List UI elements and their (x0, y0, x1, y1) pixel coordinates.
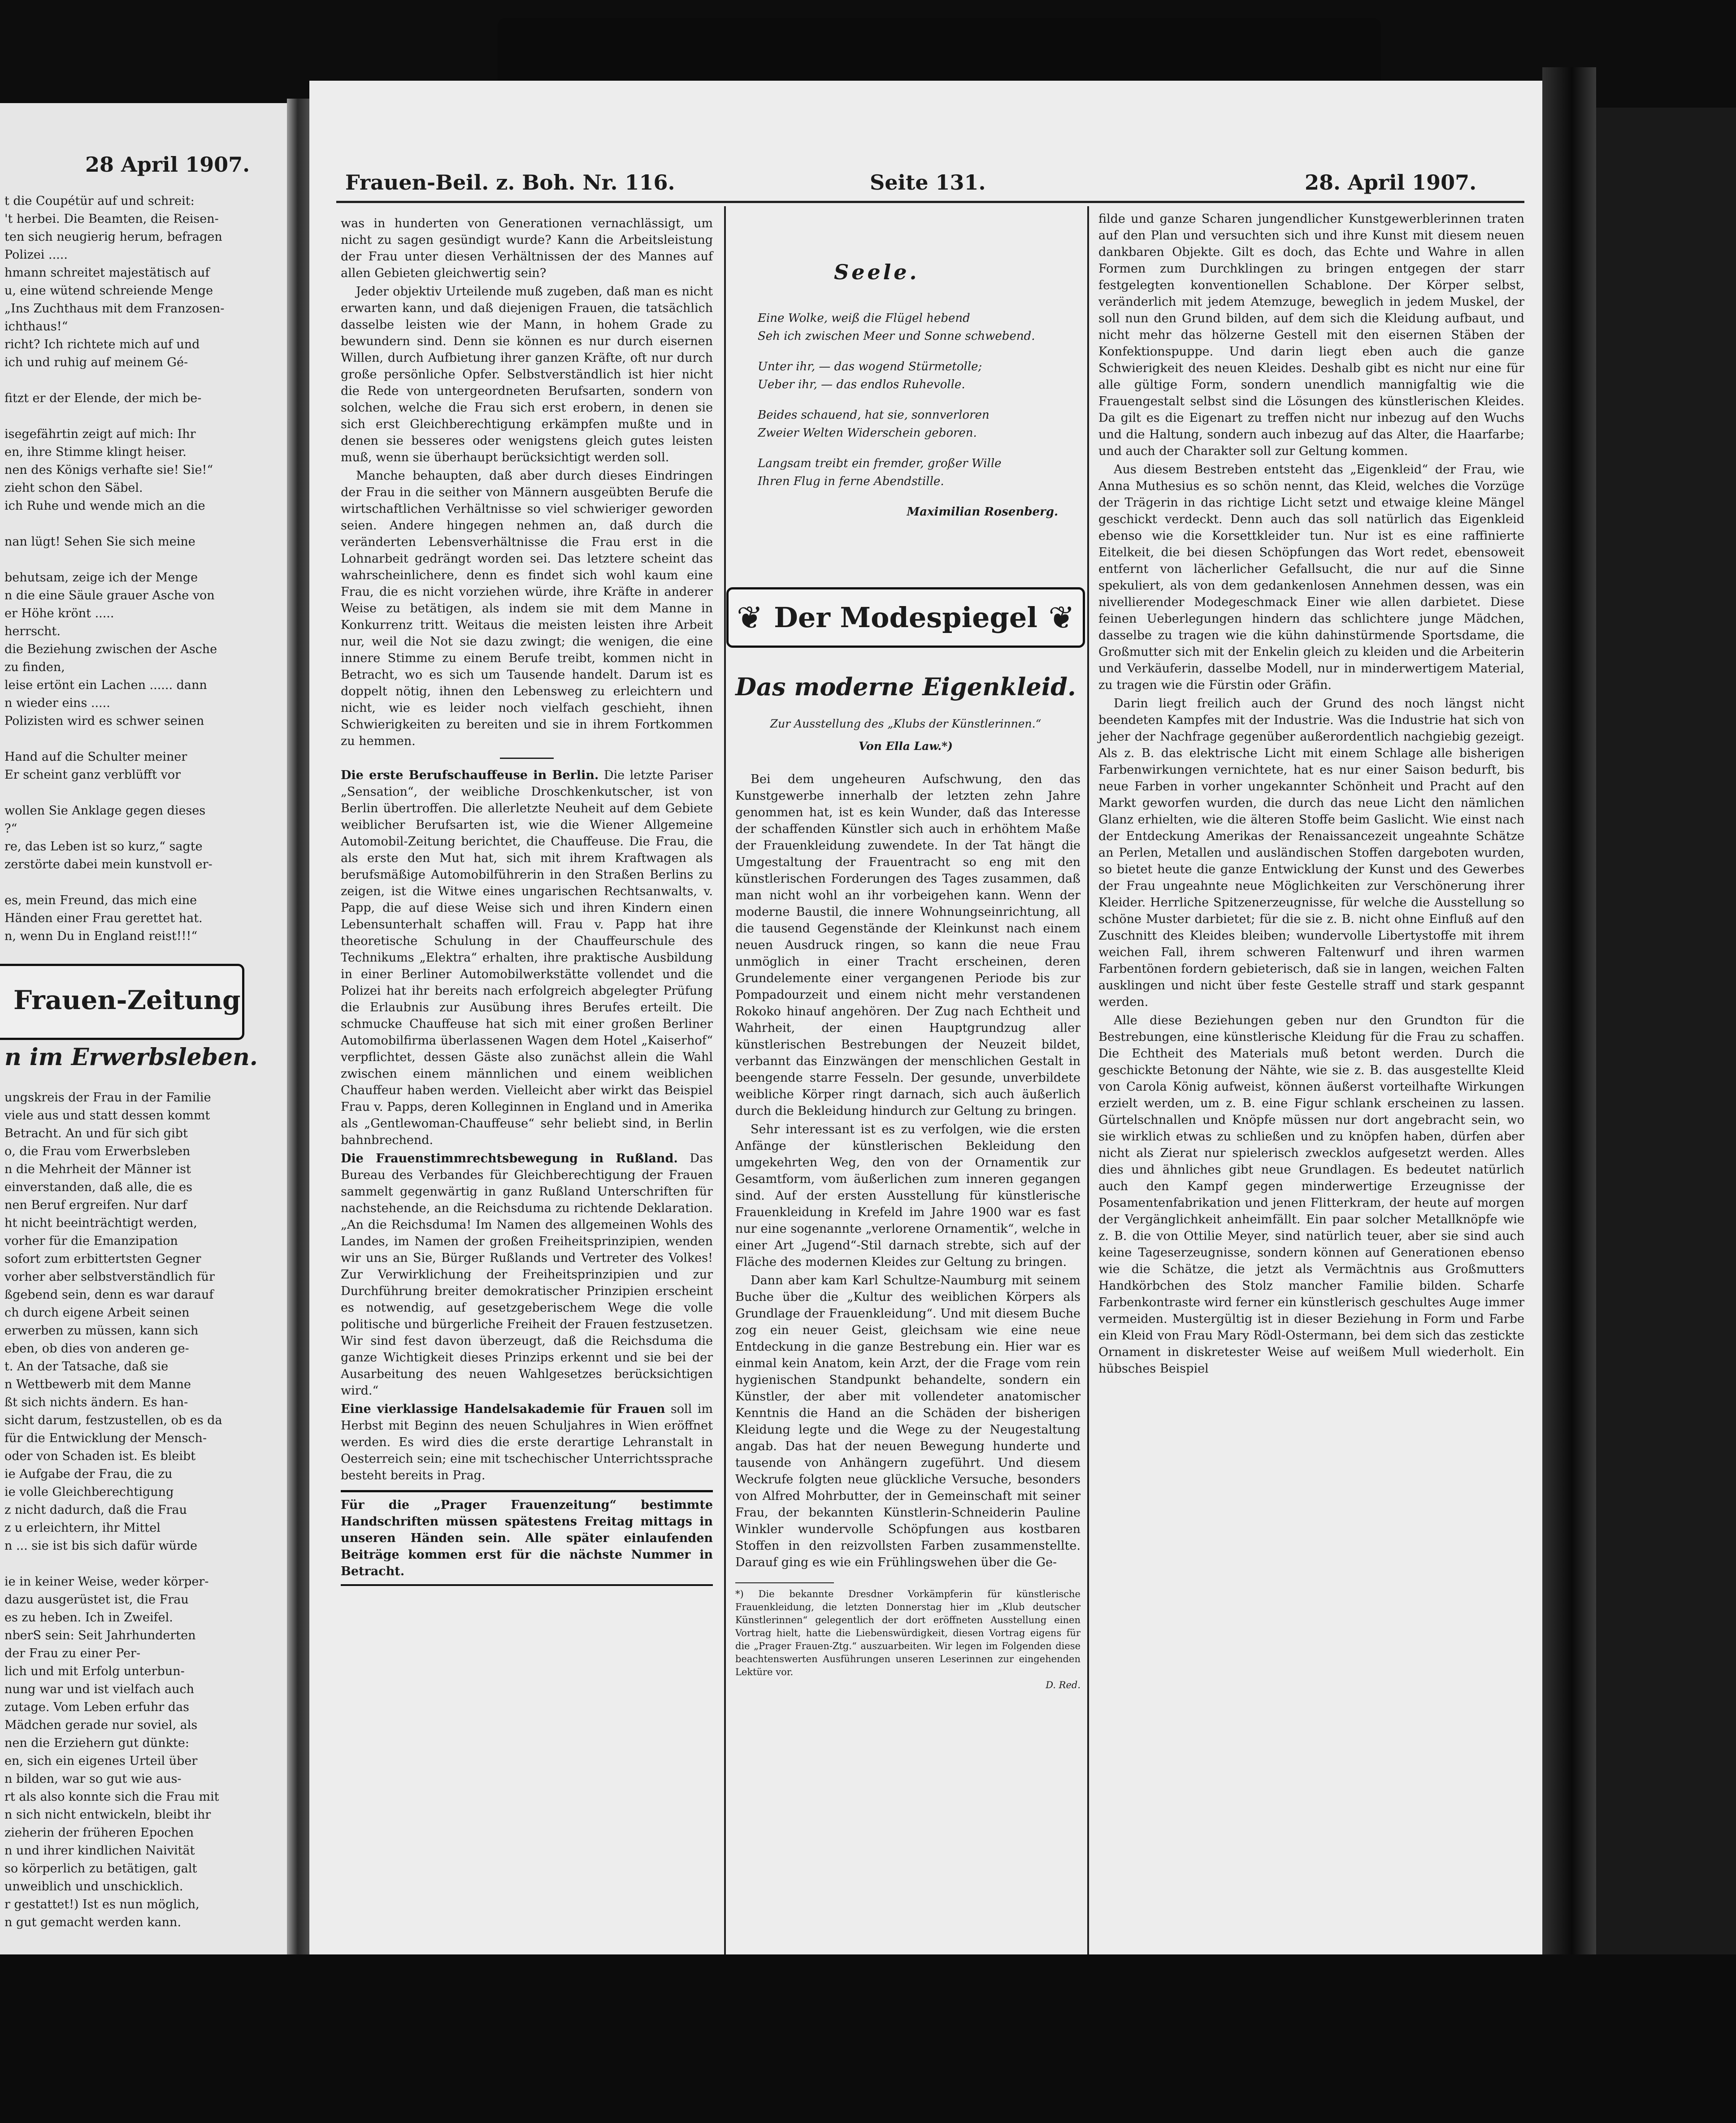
left-page-line: „Ins Zuchthaus mit dem Franzosen- (4, 302, 225, 316)
left-page-line: eben, ob dies von anderen ge- (4, 1342, 189, 1356)
left-page-line: rt als also konnte sich die Frau mit (4, 1790, 219, 1804)
left-page-line: n, wenn Du in England reist!!!“ (4, 929, 198, 943)
left-page-line: nen die Erziehern gut dünkte: (4, 1736, 189, 1750)
ornament-left-icon: ❦ (737, 599, 763, 636)
item2-heading: Die Frauenstimmrechtsbewegung in Rußland. (341, 1152, 678, 1165)
col3-paragraph: Darin liegt freilich auch der Grund des noch längst nicht beendeten Kampfes mit der Industrie. Was die Industrie hat sich von jeher der Nachfrage gegenüber außerordentlich nachgiebig gezeigt. Als z. B. das elektrische Licht mit einem Schlage alle bisherigen Farbenwirkungen vernichtete, hat es nur einer Saison bedurft, bis neue Farben in vorher ungekannter Schönheit und Pracht auf den Markt geworfen wurden, die durch das neue Licht den nämlichen Glanz erhielten, wie die älteren Stoffe beim Gaslicht. Wie einst nach der Entdeckung Amerikas der Renaissancezeit ungeahnte Schätze an Perlen, Metallen und ausländischen Stoffen dargeboten wurden, so bietet heute die ganze Entwicklung der Kunst und des Gewerbes der Frau ungeahnte neue Möglichkeiten zur Verschönerung ihrer Kleider. Herrliche Spitzenerzeugnisse, für welche die Ausstellung so schöne Muster darbietet; für die sie z. B. nicht ohne Einfluß auf den Zuschnitt des Kleides bleiben; wundervolle Libertystoffe mit ihrem weichen Fall, ihrem schweren Faltenwurf und ihren warmen Farbentönen fordern gebieterisch, daß sie in langen, weichen Falten ausklingen und nicht über feste Gestelle straff und stark gespannt werden. (1098, 697, 1524, 1009)
left-page-line: Hand auf die Schulter meiner (4, 750, 187, 764)
left-page-line: fitzt er der Elende, der mich be- (4, 391, 202, 405)
left-page-line: n Wettbewerb mit dem Manne (4, 1378, 191, 1391)
poem-line: Ueber ihr, — das endlos Ruhevolle. (758, 378, 965, 391)
right-running-head-center: Seite 131. (870, 170, 986, 195)
col1-paragraph: was in hunderten von Generationen vernachlässigt, um nicht zu sagen gesündigt wurde? Kann die Arbeitsleistung der Frau unter diesen Verhältnissen der des Mannes auf allen Gebieten gleichwertig sein? (341, 217, 713, 280)
poem-line: Zweier Welten Widerschein geboren. (758, 426, 977, 440)
left-page-line: ie volle Gleichberechtigung (4, 1485, 174, 1499)
left-page-line: zerstörte dabei mein kunstvoll er- (4, 858, 213, 871)
left-page-line: zieht schon den Säbel. (4, 481, 143, 495)
left-page-line: n die Mehrheit der Männer ist (4, 1162, 191, 1176)
notice-rule-bottom (341, 1584, 713, 1586)
modespiegel-banner (726, 587, 1085, 648)
article-subtitle: Zur Ausstellung des „Klubs der Künstlerinnen.“ (770, 717, 1042, 730)
left-page-line: nberS sein: Seit Jahrhunderten (4, 1629, 196, 1642)
column-rule-1 (724, 206, 726, 1981)
left-page-line: einverstanden, daß alle, die es (4, 1180, 192, 1194)
item1-heading: Die erste Berufschauffeuse in Berlin. (341, 768, 599, 782)
left-page-line: u, eine wütend schreiende Menge (4, 284, 213, 298)
article-author: Von Ella Law.*) (859, 740, 953, 753)
left-page-line: ?“ (4, 822, 17, 836)
col2-paragraph: Bei dem ungeheuren Aufschwung, den das Kunstgewerbe innerhalb der letzten zehn Jahre genommen hat, ist es kein Wunder, daß das Interesse der schaffenden Künstler sich auch in erhöhtem Maße der Frauenkleidung zuwendete. In der Tat hängt die Umgestaltung der Frauentracht so eng mit den künstlerischen Forderungen des Tages zusammen, daß man nicht wohl an ihr vorbeigehen kann. Wenn der moderne Baustil, die innere Wohnungseinrichtung, all die tausend Gegenstände der Kleinkunst nach einem neuen Ausdruck ringen, so kann die neue Frau unmöglich in einer Tracht erscheinen, deren Grundelemente einer vergangenen Periode bis zur Pompadourzeit und einem nicht mehr verstandenen Rokoko hinauf angehören. Der Zug nach Echtheit und Wahrheit, der einen Hauptgrundzug aller künstlerischen Bestrebungen der Neuzeit bildet, verbannt das Einzwängen der menschlichen Gestalt in beengende starre Fesseln. Der gesunde, unverbildete weibliche Körper ringt darnach, sich auch äußerlich durch die Bekleidung hindurch zur Geltung zu bringen. (735, 772, 1081, 1118)
poem (758, 309, 1072, 521)
left-page (0, 103, 287, 1963)
footnote-sign: D. Red. (1046, 1680, 1081, 1690)
left-page-line: Betracht. An und für sich gibt (4, 1126, 188, 1140)
left-page-line: wollen Sie Anklage gegen dieses (4, 804, 206, 818)
left-page-line: Händen einer Frau gerettet hat. (4, 911, 203, 925)
footnote-text: *) Die bekannte Dresdner Vorkämpferin für künstlerische Frauenkleidung, die letzten Donnerstag hier im „Klub deutscher Künstlerinnen“ gelegentlich der dort eröffneten Ausstellung einen Vortrag hielt, hatte die Liebenswürdigkeit, diesen Vortrag eigens für die „Prager Frauen-Ztg.“ auszuarbeiten. Wir legen im Folgenden diese beachtenswerten Ausführungen unseren Leserinnen zur eingehenden Lektüre vor. (735, 1589, 1081, 1677)
left-page-line: der Frau zu einer Per- (4, 1646, 141, 1660)
column-3 (1098, 211, 1524, 1379)
left-page-line: sicht darum, festzustellen, ob es da (4, 1413, 222, 1427)
left-page-line: o, die Frau vom Erwerbsleben (4, 1144, 191, 1158)
left-page-line: ungskreis der Frau in der Familie (4, 1091, 211, 1105)
poem-line: Unter ihr, — das wogend Stürmetolle; (758, 360, 982, 373)
left-page-line: Mädchen gerade nur soviel, als (4, 1718, 198, 1732)
left-page-line: re, das Leben ist so kurz,“ sagte (4, 840, 203, 854)
left-page-line: nen des Königs verhafte sie! Sie!“ (4, 463, 213, 477)
left-page-line: lich und mit Erfolg unterbun- (4, 1664, 185, 1678)
col1-paragraph: Manche behaupten, daß aber durch dieses Eindringen der Frau in die seither von Männern ausgeübten Berufe die wirtschaftlichen Verhältnisse so viel schwieriger geworden seien. Andere hingegen nehmen an, daß durch die veränderten Lebensverhältnisse die Frau erst in die Lohnarbeit gedrängt worden sei. Das letztere scheint das wahrscheinlichere, denn es findet sich wohl kaum eine Frau, die es nicht vorziehen würde, ihre Kräfte in anderer Weise zu betätigen, als indem sie mit dem Manne in Konkurrenz tritt. Weitaus die meisten leisten ihre Arbeit nur, weil die Not sie dazu zwingt; die wenigen, die eine innere Stimme zu einem Berufe treibt, kommen nicht in Betracht, wo es sich um Tausende handelt. Darum ist es doppelt nötig, ihnen den Lebensweg zu erleichtern und nicht, wie es leider noch vielfach geschieht, ihnen Schwierigkeiten zu bereiten und sie in ihrem Fortkommen zu hemmen. (341, 469, 713, 748)
left-banner-title: Frauen-Zeitung (13, 985, 241, 1015)
column-1 (341, 215, 713, 1586)
left-page-line: zieherin der früheren Epochen (4, 1826, 194, 1840)
left-page-line: ch durch eigene Arbeit seinen (4, 1306, 190, 1320)
article-title: Das moderne Eigenkleid. (735, 672, 1076, 701)
book-page-tab (498, 18, 1381, 90)
left-page-line: dazu ausgerüstet ist, die Frau (4, 1593, 189, 1607)
left-page-line: n wieder eins ..... (4, 696, 110, 710)
right-page (309, 81, 1565, 1972)
left-page-line: die Beziehung zwischen der Asche (4, 642, 217, 656)
left-page-line: nan lügt! Sehen Sie sich meine (4, 535, 195, 549)
left-page-line: r gestattet!) Ist es nun möglich, (4, 1898, 200, 1911)
column-2 (735, 771, 1081, 1692)
right-running-head-left: Frauen-Beil. z. Boh. Nr. 116. (345, 170, 675, 195)
left-page-line: z nicht dadurch, daß die Frau (4, 1503, 187, 1517)
poem-line: Eine Wolke, weiß die Flügel hebend (758, 312, 970, 325)
left-page-line: Polizisten wird es schwer seinen (4, 714, 204, 728)
footnote (735, 1588, 1081, 1692)
left-page-line: er Höhe krönt ..... (4, 607, 114, 620)
left-page-line: zu finden, (4, 660, 65, 674)
footnote-rule (735, 1582, 834, 1583)
left-page-line: es zu heben. Ich in Zweifel. (4, 1611, 173, 1625)
col1-paragraph: Jeder objektiv Urteilende muß zugeben, daß man es nicht erwarten kann, und daß diejenigen Frauen, die tatsächlich dasselbe leisten wie der Mann, in hohem Grade zu bewundern sind. Denn sie können es nur durch eisernen Willen, durch Aufbietung ihrer ganzen Kräfte, oft nur durch große persönliche Opfer. Selbstverständlich ist hier nicht die Rede von untergeordneten Berufsarten, sondern von solchen, welche die Frau sich erst erobern, in denen sie sich erst Gleichberechtigung erkämpfen mußte und in denen sie besseres oder wenigstens gleich gutes leisten muß, wenn sie überhaupt berücksichtigt werden soll. (341, 285, 713, 464)
poem-stanza (758, 358, 1072, 394)
left-page-line: Polizei ..... (4, 248, 68, 262)
item2-text: Das Bureau des Verbandes für Gleichberechtigung der Frauen sammelt gegenwärtig in ganz Rußland Unterschriften für nachstehende, an die Reichsduma zu richtende Deklaration. „An die Reichsduma! Im Namen des allgemeinen Wohls des Landes, im Namen der großen Freiheitsprinzipien, wenden wir uns an Sie, Bürger Rußlands und Vertreter des Volkes! Zur Verwirklichung der Freiheitsprinzipien und zur Durchführung breiter demokratischer Prinzipien erscheint es notwendig, auf gesetzgeberischem Wege die volle politische und bürgerliche Freiheit der Frauen festzusetzen. Wir sind fest davon überzeugt, daß die Reichsduma die ganze Wichtigkeit dieses Prinzips erkennt und sie bei der Ausarbeitung des neuen Wahlgesetzes berücksichtigen wird.“ (341, 1152, 713, 1398)
left-page-line: hmann schreitet majestätisch auf (4, 266, 210, 280)
left-page-line: vorher aber selbstverständlich für (4, 1270, 215, 1284)
left-page-line: ßt sich nichts ändern. Es han- (4, 1395, 188, 1409)
left-page-line: nung war und ist vielfach auch (4, 1682, 194, 1696)
item3-text: soll im Herbst mit Beginn des neuen Schuljahres in Wien eröffnet werden. Es wird dies die erste derartige Lehranstalt in Oesterreich sein; eine mit tschechischer Unterrichtssprache besteht bereits in Prag. (341, 1402, 713, 1482)
left-page-line: ten sich neugierig herum, befragen (4, 230, 222, 244)
left-page-line: so körperlich zu betätigen, galt (4, 1862, 197, 1876)
left-page-line: n sich nicht entwickeln, bleibt ihr (4, 1808, 211, 1822)
poem-stanza (758, 406, 1072, 442)
col3-paragraph: Alle diese Beziehungen geben nur den Grundton für die Bestrebungen, eine künstlerische Kleidung für die Frau zu schaffen. Die Echtheit des Materials muß betont werden. Durch die geschickte Betonung der Nähte, wie sie z. B. das ausgestellte Kleid von Carola König aufweist, können äußerst vorteilhafte Wirkungen erzielt werden, um z. B. eine Figur schlank erscheinen zu lassen. Gürtelschnallen und Knöpfe müssen nur dort angebracht sein, wo sie wirklich etwas zu schließen und zu knöpfen haben, dürfen aber nicht als Zierat nur spielerisch zwecklos aufgesetzt werden. Alles dies und ähnliches gibt neue Grundlagen. Es bedeutet natürlich auch den Kampf gegen minderwertige Erzeugnisse der Posamentenfabrikation und jenen Flitterkram, der heute auf morgen der Vergänglichkeit anheimfällt. Ein paar solcher Metallknöpfe wie z. B. die von Ottilie Meyer, sind natürlich teuer, aber sie sind auch keine Tageserzeugnisse, sondern können auf Generationen ebenso wie die Schätze, die jetzt als Vermächtnis aus Großmutters Handkörbchen des Stolz mancher Familie bilden. Scharfe Farbenkontraste wird ferner ein künstlerisch geschultes Auge immer vermeiden. Mustergültig ist in dieser Beziehung in Form und Farbe ein Kleid von Frau Mary Rödl-Ostermann, bei dem sich das zestickte Ornament in diskretester Weise auf weißem Mull wiederholt. Ein hübsches Beispiel (1098, 1014, 1524, 1376)
col3-paragraph: Aus diesem Bestreben entsteht das „Eigenkleid“ der Frau, wie Anna Muthesius es so schön nennt, das Kleid, welches die Vorzüge der Trägerin in das richtige Licht setzt und etwaige kleine Mängel geschickt verdeckt. Denn auch das soll natürlich das Eigenkleid ebenso wie die Korsettkleider tun. Nur ist es eine raffinierte Eitelkeit, die bei diesen Schöpfungen das Wort redet, ebensoweit entfernt von lächerlicher Gefallsucht, die nur auf die Sinne spekuliert, als von dem gedankenlosen Annehmen dessen, was ein nivellierender Modegeschmack Einer wie allen darbietet. Diese feinen Ueberlegungen hindern das schlichtere junge Mädchen, dasselbe zu tragen wie die kühn dahinstürmende Sportsdame, die Großmutter sich mit der Enkelin gleich zu kleiden und die Arbeiterin und Verkäuferin, dasselbe Modell, nur in minderwertigem Material, zu tragen wie die Fürstin oder Gräfin. (1098, 463, 1524, 692)
left-page-line: herrscht. (4, 624, 61, 638)
col2-paragraph: Sehr interessant ist es zu verfolgen, wie die ersten Anfänge der künstlerischen Bekleidung den umgekehrten Weg, den von der Ornamentik zur Gesamtform, vom äußerlichen zum inneren gegangen sind. Auf der ersten Ausstellung für künstlerische Frauenkleidung in Krefeld im Jahre 1900 war es fast nur eine sogenannte „verlorene Ornamentik“, welche in einer Art „Jugend“-Stil darnach strebte, sich auf der Fläche des modernen Kleides zur Geltung zu bringen. (735, 1122, 1081, 1269)
left-page-line: Er scheint ganz verblüfft vor (4, 768, 181, 782)
poem-line: Beides schauend, hat sie, sonnverloren (758, 408, 990, 422)
left-page-line: ichthaus!“ (4, 320, 68, 334)
left-page-line: n und ihrer kindlichen Naivität (4, 1844, 195, 1858)
left-page-line: ich Ruhe und wende mich an die (4, 499, 205, 513)
left-page-line: t. An der Tatsache, daß sie (4, 1360, 169, 1373)
left-page-line: n ... sie ist bis sich dafür würde (4, 1539, 198, 1553)
left-page-line: 't herbei. Die Beamten, die Reisen- (4, 212, 219, 226)
left-page-line: n bilden, war so gut wie aus- (4, 1772, 182, 1786)
left-page-line: richt? Ich richtete mich auf und (4, 338, 200, 351)
modespiegel-title: Der Modespiegel (774, 601, 1037, 634)
left-page-line: unweiblich und unschicklich. (4, 1880, 183, 1893)
item1-text: Die letzte Pariser „Sensation“, der weibliche Droschkenkutscher, ist von Berlin übertroffen. Die allerletzte Neuheit auf dem Gebiete weiblicher Berufsarten ist, wie die Wiener Allgemeine Automobil-Zeitung berichtet, die Chauffeuse. Die Frau, die als erste den Mut hat, sich mit ihrem Kraftwagen als berufsmäßige Automobilführerin in den Straßen Berlins zu zeigen, ist die Witwe eines ungarischen Rechtsanwalts, v. Papp, die auf diese Weise sich und ihren Kindern einen Lebensunterhalt schaffen will. Frau v. Papp hat ihre theoretische Schulung in der Chauffeurschule des Technikums „Elektra“ erhalten, ihre praktische Ausbildung in einer Berliner Automobilwerkstätte vollendet und die Polizei hat ihr bereits nach erfolgreich abgelegter Prüfung die Erlaubnis zur Ausübung ihres Berufes erteilt. Die schmucke Chauffeuse hat sich mit einer großen Berliner Automobilfirma überlassenen Wagen dem Hotel „Kaiserhof“ verpflichtet, dessen Gäste also zunächst allein die Wahl zwischen einem männlichen und einem weiblichen Chauffeur haben werden. Vielleicht aber wirkt das Beispiel Frau v. Papps, deren Kolleginnen in England und in Amerika als „Gentlewoman-Chauffeuse“ sehr beliebt sind, in Berlin bahnbrechend. (341, 768, 713, 1147)
item3-heading: Eine vierklassige Handelsakademie für Frauen (341, 1402, 665, 1416)
left-page-line: leise ertönt ein Lachen ...... dann (4, 678, 207, 692)
left-page-line: en, ihre Stimme klingt heiser. (4, 445, 187, 459)
notice-rule (341, 1490, 713, 1492)
left-page-line: zutage. Vom Leben erfuhr das (4, 1700, 189, 1714)
left-page-line: nen Beruf ergreifen. Nur darf (4, 1198, 187, 1212)
col2-paragraph: Dann aber kam Karl Schultze-Naumburg mit seinem Buche über die „Kultur des weiblichen Körpers als Grundlage der Frauenkleidung“. Und mit diesem Buche zog ein neuer Geist, gleichsam wie eine neue Entdeckung in die ganze Bestrebung ein. Hier war es einmal kein Anatom, kein Arzt, der die Frage vom rein hygienischen Standpunkt behandelte, sondern ein Künstler, der aber mit vollendeter anatomischer Kenntnis die Hand an die Schäden der bisherigen Kleidung legte und die Wege zu der Neugestaltung angab. Das hat der neuen Bewegung hunderte und tausende von Anhängern zugeführt. Und diesem Weckrufe folgten neue glückliche Versuche, besonders von Alfred Mohrbutter, der in Gemeinschaft mit seiner Frau, der bekannten Künstlerin-Schneiderin Pauline Winkler wundervolle Schöpfungen aus kostbaren Stoffen in den reizvollsten Farben zusammenstellte. Darauf ging es wie ein Frühlingswehen über die Ge- (735, 1274, 1081, 1569)
ornament-right-icon: ❦ (1048, 599, 1075, 636)
left-page-line: ich und ruhig auf meinem Gé- (4, 355, 188, 369)
poem-author: Maximilian Rosenberg. (907, 505, 1058, 519)
left-page-line: ie in keiner Weise, weder körper- (4, 1575, 209, 1589)
left-page-line: n die eine Säule grauer Asche von (4, 589, 215, 602)
editorial-notice: Für die „Prager Frauenzeitung“ bestimmte Handschriften müssen spätestens Freitag mittags in unseren Händen sein. Alle später einlaufenden Beiträge kommen erst für die nächste Nummer in Betracht. (341, 1498, 713, 1578)
left-page-line: vorher für die Emanzipation (4, 1234, 178, 1248)
left-page-line: n gut gemacht werden kann. (4, 1915, 182, 1929)
left-page-line: für die Entwicklung der Mensch- (4, 1431, 207, 1445)
left-section-title: n im Erwerbsleben. (4, 1044, 258, 1071)
left-page-line: oder von Schaden ist. Es bleibt (4, 1449, 196, 1463)
left-page-banner (0, 964, 244, 1040)
poem-line: Ihren Flug in ferne Abendstille. (758, 475, 944, 488)
left-page-line: ie Aufgabe der Frau, die zu (4, 1467, 173, 1481)
left-page-line: ßgebend sein, denn es war darauf (4, 1288, 214, 1302)
left-page-line: en, sich ein eigenes Urteil über (4, 1754, 198, 1768)
col3-paragraph: filde und ganze Scharen jungendlicher Kunstgewerblerinnen traten auf den Plan und versuchten sich und ihre Kunst mit diesem neuen dankbaren Objekte. Gilt es doch, das Echte und Wahre in allen Formen zum Durchklingen zu bringen entgegen der starr festgelegten konventionellen Schablone. Der Körper selbst, veränderlich mit jedem Atemzuge, beweglich in jedem Muskel, der soll nun den Grund bilden, auf dem sich die Kleidung aufbaut, und nicht mehr das hölzerne Gestell mit den eisernen Stäben der Konfektionspuppe. Und darin liegt eben auch die ganze Schwierigkeit des neuen Kleides. Deshalb gibt es nicht nur eine für alle gültige Form, sondern unendlich mannigfaltig wie die Frauengestalt selbst sind die Lösungen des künstlerischen Kleides. Da gilt es die Eigenart zu treffen nicht nur inbezug auf den Wuchs und die Haltung, sondern auch inbezug auf das Alter, die Haarfarbe; und auch der Charakter soll zur Geltung kommen. (1098, 212, 1524, 458)
poem-stanza (758, 455, 1072, 490)
left-page-line: es, mein Freund, das mich eine (4, 893, 197, 907)
left-page-line: behutsam, zeige ich der Menge (4, 571, 198, 585)
left-page-line: isegefährtin zeigt auf mich: Ihr (4, 427, 196, 441)
left-running-head: 28 April 1907. (85, 152, 250, 177)
header-rule (336, 201, 1524, 203)
poem-stanza (758, 309, 1072, 345)
left-page-line: ht nicht beeinträchtigt werden, (4, 1216, 197, 1230)
left-page-line: z u erleichtern, ihr Mittel (4, 1521, 161, 1535)
column-rule-2 (1087, 206, 1089, 1981)
poem-line: Langsam treibt ein fremder, großer Wille (758, 457, 1002, 470)
bottom-dark-border (0, 1954, 1736, 2123)
col1-divider (500, 758, 554, 759)
left-page-line: erwerben zu müssen, kann sich (4, 1324, 199, 1338)
left-page-line: sofort zum erbittertsten Gegner (4, 1252, 201, 1266)
right-running-head-right: 28. April 1907. (1305, 170, 1477, 195)
left-page-line: viele aus und statt dessen kommt (4, 1109, 210, 1122)
book-spine (1542, 67, 1596, 1995)
poem-line: Seh ich zwischen Meer und Sonne schwebend. (758, 329, 1035, 343)
poem-title: Seele. (834, 260, 920, 284)
left-page-line: t die Coupétür auf und schreit: (4, 194, 195, 208)
